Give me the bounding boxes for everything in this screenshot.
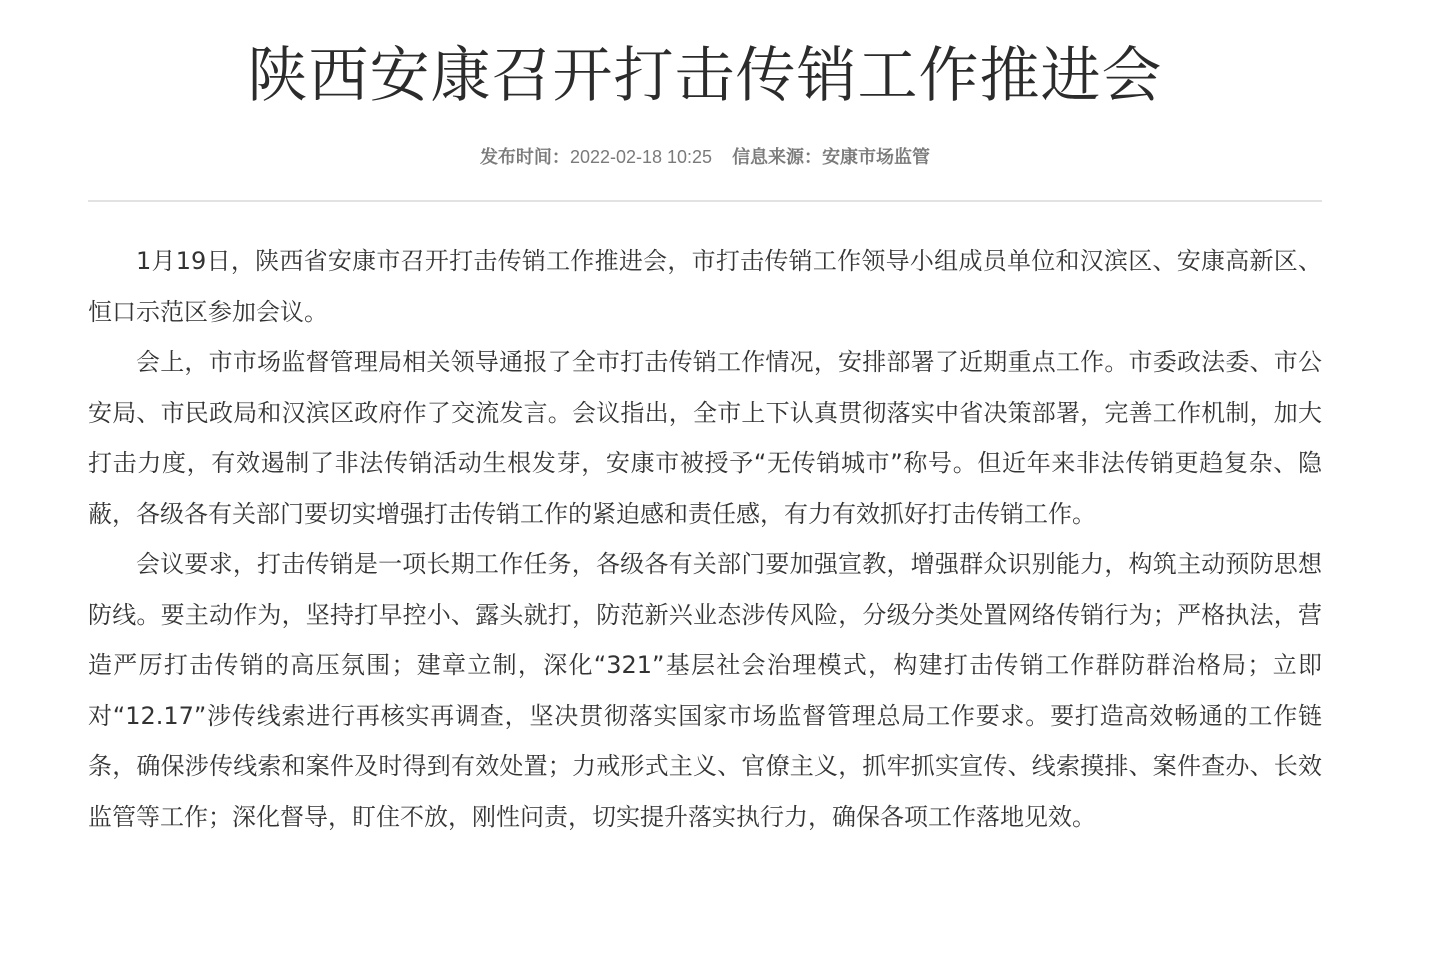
article-body [88, 236, 1322, 842]
source-value: 安康市场监管 [822, 147, 931, 167]
article-meta [88, 144, 1322, 170]
paragraph-3: 会议要求，打击传销是一项长期工作任务，各级各有关部门要加强宣教，增强群众识别能力，构筑主动预防思想防线。要主动作为，坚持打早控小、露头就打，防范新兴业态涉传风险，分级分类处置网络传销行为；严格执法，营造严厉打击传销的高压氛围；建章立制，深化“321”基层社会治理模式，构建打击传销工作群防群治格局；立即对“12.17”涉传线索进行再核实再调查，坚决贯彻落实国家市场监督管理总局工作要求。要打造高效畅通的工作链条，确保涉传线索和案件及时得到有效处置；力戒形式主义、官僚主义，抓牢抓实宣传、线索摸排、案件查办、长效监管等工作；深化督导，盯住不放，刚性问责，切实提升落实执行力，确保各项工作落地见效。 [88, 550, 1322, 831]
publish-time-label: 发布时间： [479, 147, 570, 167]
paragraph-1: 1月19日，陕西省安康市召开打击传销工作推进会，市打击传销工作领导小组成员单位和汉滨区、安康高新区、恒口示范区参加会议。 [88, 247, 1322, 326]
source-label: 信息来源： [732, 147, 823, 167]
article-page [88, 0, 1322, 956]
publish-time: 2022-02-18 10:25 [569, 147, 713, 167]
title-divider [88, 200, 1322, 202]
article-title: 陕西安康召开打击传销工作推进会 [247, 41, 1163, 111]
paragraph-2: 会上，市市场监督管理局相关领导通报了全市打击传销工作情况，安排部署了近期重点工作。市委政法委、市公安局、市民政局和汉滨区政府作了交流发言。会议指出，全市上下认真贯彻落实中省决策部署，完善工作机制，加大打击力度，有效遏制了非法传销活动生根发芽，安康市被授予“无传销城市”称号。但近年来非法传销更趋复杂、隐蔽，各级各有关部门要切实增强打击传销工作的紧迫感和责任感，有力有效抓好打击传销工作。 [88, 348, 1322, 528]
